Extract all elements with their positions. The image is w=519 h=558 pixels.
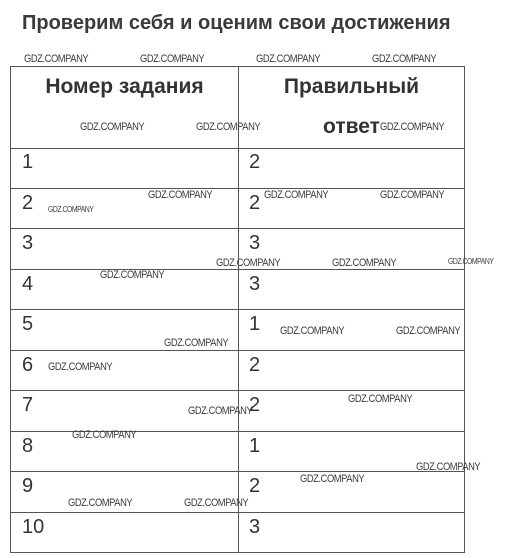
watermark: GDZ.COMPANY [256,53,321,65]
correct-answer: 2 [249,475,261,497]
watermark: GDZ.COMPANY [68,497,133,509]
correct-answer: 2 [249,394,261,416]
correct-answer: 3 [249,515,261,538]
watermark: GDZ.COMPANY [48,205,94,214]
watermark: GDZ.COMPANY [280,325,345,337]
watermark: GDZ.COMPANY [300,473,365,485]
watermark: GDZ.COMPANY [72,429,137,441]
header-correct-answer-line2: ответ [323,115,380,138]
answer-table [10,66,465,553]
watermark: GDZ.COMPANY [196,121,261,133]
column-divider [238,67,239,552]
watermark: GDZ.COMPANY [24,53,89,65]
watermark: GDZ.COMPANY [332,257,397,269]
watermark: GDZ.COMPANY [148,189,213,201]
task-number: 9 [22,475,34,497]
task-number: 5 [22,313,34,335]
watermark: GDZ.COMPANY [372,53,437,65]
watermark: GDZ.COMPANY [264,189,329,201]
correct-answer: 2 [249,151,261,173]
watermark: GDZ.COMPANY [188,405,253,417]
task-number: 7 [22,394,34,416]
watermark: GDZ.COMPANY [184,497,249,509]
task-number: 1 [22,151,34,173]
task-number: 2 [22,191,34,214]
correct-answer: 2 [249,353,261,376]
watermark: GDZ.COMPANY [380,121,445,133]
watermark: GDZ.COMPANY [416,461,481,473]
task-number: 4 [22,272,34,295]
header-correct-answer [238,67,465,148]
watermark: GDZ.COMPANY [80,121,145,133]
watermark: GDZ.COMPANY [380,189,445,201]
correct-answer: 1 [249,313,261,335]
correct-answer: 3 [249,272,261,295]
task-number: 10 [22,515,45,538]
watermark: GDZ.COMPANY [100,269,165,281]
page-title: Проверим себя и оценим свои достижения [22,12,451,34]
header-task-number: Номер задания [45,75,204,98]
task-number: 3 [22,232,34,254]
correct-answer: 3 [249,232,261,254]
watermark: GDZ.COMPANY [216,257,281,269]
watermark: GDZ.COMPANY [48,361,113,373]
watermark: GDZ.COMPANY [140,53,205,65]
watermark: GDZ.COMPANY [448,257,494,266]
header-correct-answer-line1: Правильный [283,75,420,98]
watermark: GDZ.COMPANY [164,337,229,349]
task-number: 6 [22,353,34,376]
task-number: 8 [22,434,34,457]
watermark: GDZ.COMPANY [348,393,413,405]
watermark: GDZ.COMPANY [396,325,461,337]
correct-answer: 1 [249,434,261,457]
correct-answer: 2 [249,191,261,214]
